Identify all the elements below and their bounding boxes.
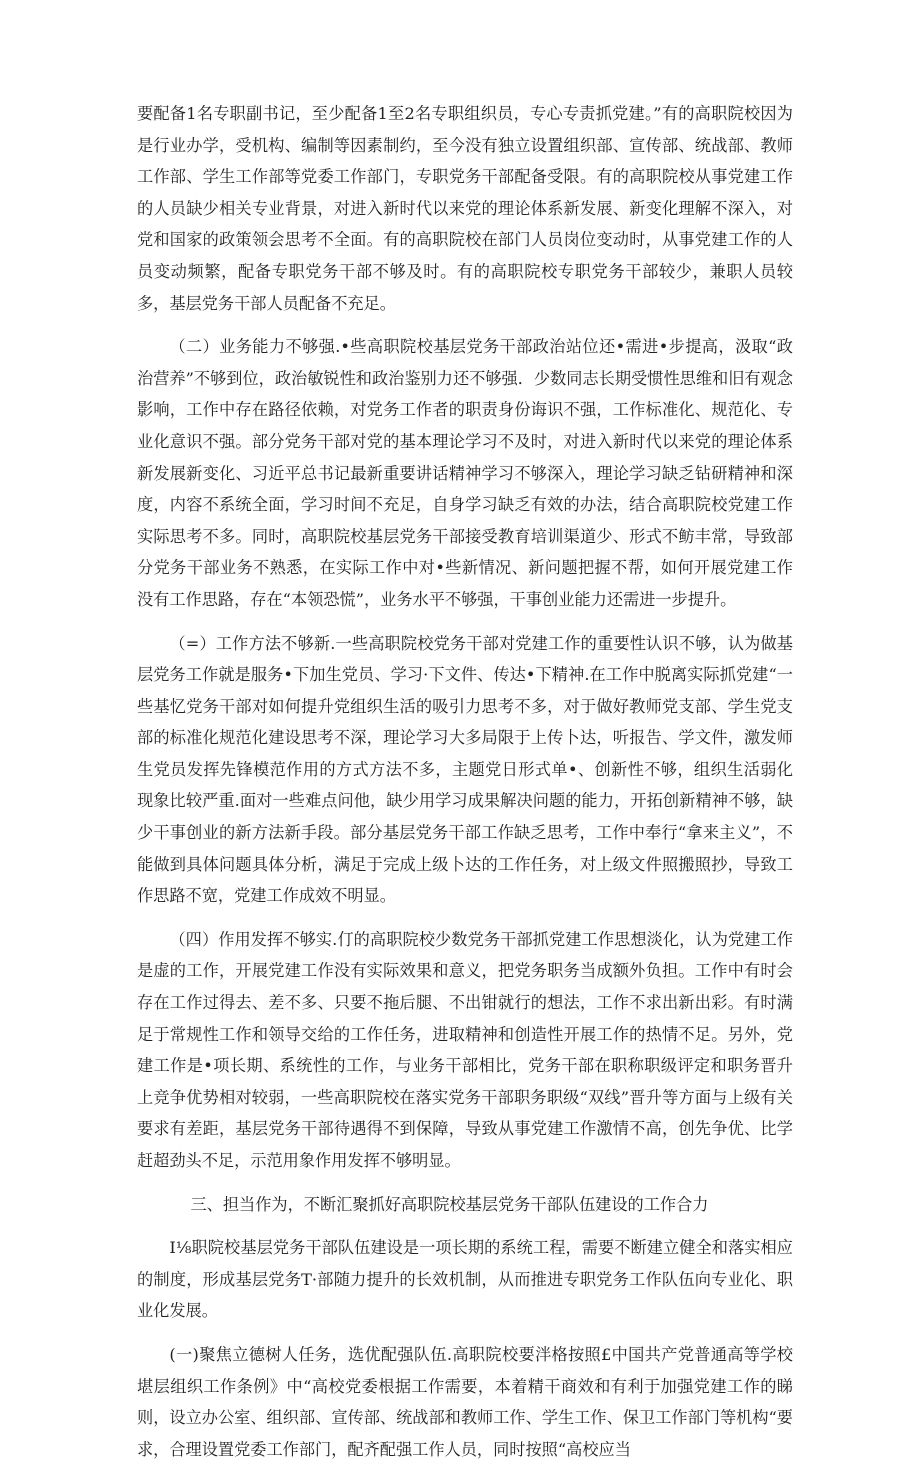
paragraph-section-intro: I⅛职院校基层党务干部队伍建设是一项长期的系统工程，需要不断建立健全和落实相应的制度，形成基层党务T·部随力提升的长效机制，从而推进专职党务工作队伍向专业化、职业化发展。 — [137, 1238, 793, 1321]
paragraph-work-methods: （=）工作方法不够新.一些高职院校党务干部对党建工作的重要性认识不够，认为做基层党务工作就是服务•下加生党员、学习·下文件、传达•下精神.在工作中脱离实际抓党建“一些基忆党务干部对如何提升党组织生活的吸引力思考不多，对于做好教师党支部、学生党支部的标准化规范化建设思考不深，理论学习大多局限于上传卜达，听报告、学文件，激发师生党员发挥先锋模范作用的方式方法不多，主题党日形式单•、创新性不够，组织生活弱化现象比较严重.面对一些难点问他，缺少用学习成果解决问题的能力，开拓创新精神不够，缺少干事创业的新方法新手段。部分基层党务干部工作缺乏思考，工作中奉行“拿来主义”，不能做到具体问题具体分析，满足于完成上级卜达的工作任务，对上级文件照搬照抄，导致工作思路不宽，党建工作成效不明显。 — [137, 633, 793, 906]
paragraph-business-ability: （二）业务能力不够强.•些高职院校基层党务干部政治站位还•需进•步提高，汲取“政治营养”不够到位，政治敏锐性和政治鉴别力还不够强．少数同志长期受惯性思维和旧有观念影响，工作中存在路径依赖，对党务工作者的职责身份诲识不强，工作标准化、规范化、专业化意识不强。部分党务干部对党的基本理论学习不及时，对进入新时代以来党的理论体系新发展新变化、习近平总书记最新重要讲话精神学习不够深入，理论学习缺乏钻研精神和深度，内容不系统全面，学习时间不充足，自身学习缺乏有效的办法，结合高职院校党建工作实际思考不多。同时，高职院校基层党务干部接受教育培训渠道少、形式不鲂丰常，导致部分党务干部业务不熟悉，在实际工作中对•些新情况、新问题把握不帮，如何开展党建工作没有工作思路，存在“本领恐慌”，业务水平不够强，干事创业能力还需进一步提升。 — [137, 337, 793, 609]
paragraph-role-function: （四）作用发挥不够实.仃的高职院校少数党务干部抓党建工作思想淡化，认为党建工作是虚的工作，开展党建工作没有实际效果和意义，把党务职务当成额外负担。工作中有时会存在工作过得去、差不多、只要不拖后腿、不出钳就行的想法，工作不求出新出彩。有时满足于常规性工作和领导交给的工作任务，进取精神和创造性开展工作的热情不足。另外，党建工作是•项长期、系统性的工作，与业务干部相比，党务干部在职称职级评定和职务晋升上竞争优势相对较弱，一些高职院校在落实党务干部职务职级“双线”晋升等方面与上级有关要求有差距，基层党务干部待遇得不到保障，导致从事党建工作激情不高，创先争优、比学赶超劲头不足，示范用象作用发挥不够明显。 — [137, 929, 793, 1170]
section-heading-three: 三、担当作为，不断汇聚抓好高职院校基层党务干部队伍建设的工作合力 — [190, 1194, 709, 1214]
document-body — [137, 98, 793, 1477]
paragraph-staffing-continued: 要配备1名专职副书记，至少配备1至2名专职组织员，专心专责抓党建。”有的高职院校因为是行业办学，受机构、编制等因素制约，至今没有独立设置组织部、宣传部、统战部、教师工作部、学生工作部等党委工作部门，专职党务干部配备受限。有的高职院校从事党建工作的人员缺少相关专业背景，对进入新时代以来党的理论体系新发展、新变化理解不深入，对党和国家的政策领会思考不全面。有的高职院校在部门人员岗位变动时，从事党建工作的人员变动频繁，配备专职党务干部不够及时。有的高职院校专职党务干部较少，兼职人员较多，基层党务干部人员配备不充足。 — [137, 104, 793, 313]
paragraph-select-staff: (一)聚焦立德树人任务，选优配强队伍.高职院校要泮格按照£中国共产党普通高等学校堪层组织工作条例》中“高校党委根据工作需要，本着精干商效和有利于加强党建工作的睇则，设立办公室、组织部、宣传部、统战部和教师工作、学生工作、保卫工作部门等机构“要求，合理设置党委工作部门，配齐配强工作人员，同时按照“高校应当 — [137, 1344, 793, 1459]
